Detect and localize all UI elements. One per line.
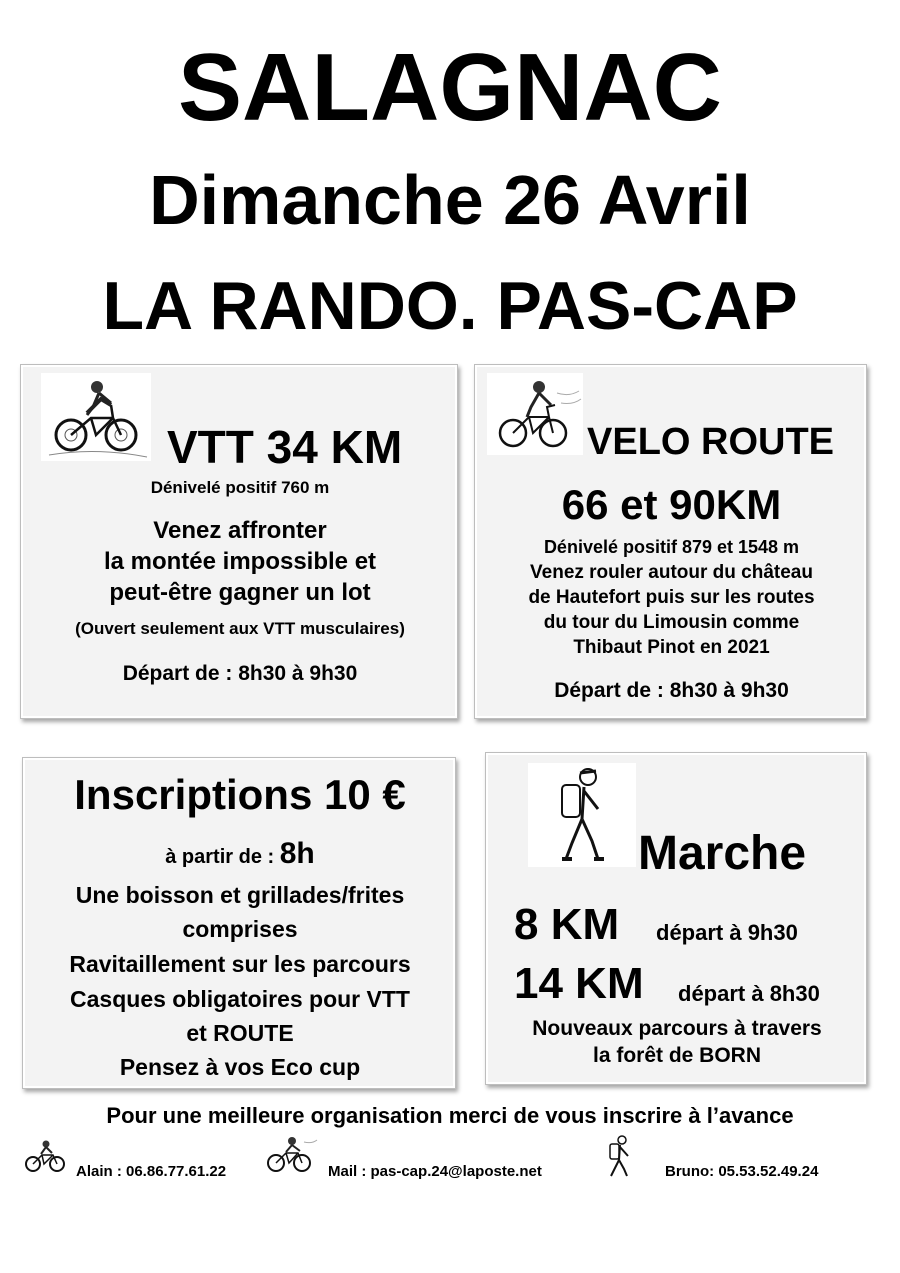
velo-desc-line: de Hautefort puis sur les routes [528, 587, 815, 608]
inscriptions-from [23, 836, 457, 872]
velo-desc-line: Dénivelé positif 879 et 1548 m [543, 537, 800, 557]
contact-bruno: Bruno: 05.53.52.49.24 [665, 1163, 819, 1180]
contact-mail: Mail : pas-cap.24@laposte.net [328, 1163, 542, 1180]
vtt-departure: Départ de : 8h30 à 9h30 [122, 662, 358, 685]
contact-alain: Alain : 06.86.77.61.22 [76, 1163, 227, 1180]
vtt-desc-line: la montée impossible et [103, 548, 377, 575]
marche-card [485, 752, 867, 1085]
marche-route1-distance: 8 KM [514, 900, 620, 949]
event-title: SALAGNAC [178, 34, 722, 141]
velo-departure: Départ de : 8h30 à 9h30 [554, 679, 789, 702]
marche-desc-line: Nouveaux parcours à travers [532, 1017, 822, 1040]
inscriptions-line: Ravitaillement sur les parcours [69, 951, 411, 977]
registration-notice: Pour une meilleure organisation merci de vous inscrire à l’avance [106, 1103, 794, 1128]
marche-route2-distance: 14 KM [514, 959, 644, 1008]
hiker-icon [598, 1134, 640, 1178]
inscriptions-line: comprises [182, 916, 298, 942]
hiker-icon [528, 763, 636, 867]
vtt-note: (Ouvert seulement aux VTT musculaires) [75, 619, 405, 638]
velo-route-card [474, 364, 867, 719]
road-bike-icon [487, 373, 583, 455]
vtt-desc-line: Venez affronter [153, 517, 327, 544]
inscriptions-from-time: 8h [279, 837, 315, 870]
velo-title: VELO ROUTE [587, 421, 835, 463]
vtt-title: VTT 34 KM [167, 421, 403, 473]
marche-route2-departure: départ à 8h30 [678, 981, 820, 1006]
vtt-desc-line: peut-être gagner un lot [109, 579, 371, 606]
event-name: LA RANDO. PAS-CAP [102, 268, 798, 344]
vtt-card [20, 364, 458, 719]
velo-desc-line: Venez rouler autour du château [530, 562, 813, 583]
velo-desc-line: du tour du Limousin comme [543, 612, 800, 633]
velo-desc-line: Thibaut Pinot en 2021 [573, 637, 770, 658]
vtt-elevation: Dénivelé positif 760 m [150, 478, 330, 497]
marche-desc-line: la forêt de BORN [592, 1044, 762, 1067]
inscriptions-line: Une boisson et grillades/frites [75, 882, 405, 908]
inscriptions-title: Inscriptions 10 € [74, 771, 406, 818]
inscriptions-line: et ROUTE [186, 1020, 294, 1046]
velo-distances: 66 et 90KM [561, 481, 782, 528]
inscriptions-card [22, 757, 456, 1089]
inscriptions-line: Pensez à vos Eco cup [119, 1054, 361, 1080]
event-date: Dimanche 26 Avril [149, 161, 751, 239]
mountain-bike-icon [22, 1138, 68, 1174]
road-bike-icon [262, 1134, 318, 1174]
marche-route1-departure: départ à 9h30 [656, 920, 798, 945]
inscriptions-line: Casques obligatoires pour VTT [70, 986, 410, 1012]
mountain-bike-icon [41, 373, 151, 461]
inscriptions-from-label: à partir de : [165, 846, 280, 868]
marche-title: Marche [638, 827, 807, 880]
